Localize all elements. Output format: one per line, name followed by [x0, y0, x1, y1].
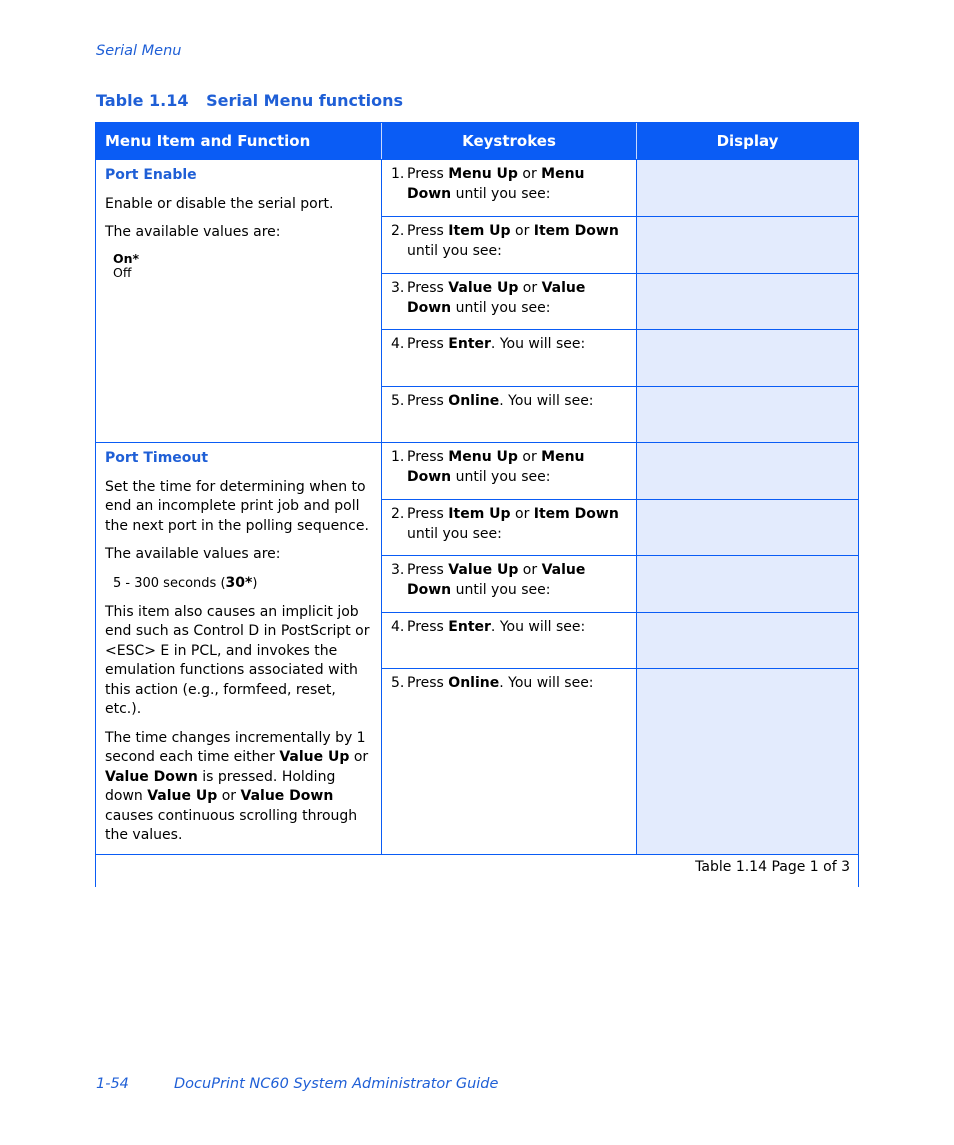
step-text: Press Item Up or Item Down until you see:: [407, 223, 619, 259]
values-intro: The available values are:: [105, 224, 281, 240]
steps-column: [382, 160, 859, 442]
step-text: Press Online. You will see:: [407, 675, 594, 691]
step-number: 2.: [391, 506, 405, 522]
keystroke-cell: [382, 443, 637, 499]
step-row: [382, 274, 859, 330]
step-number: 4.: [391, 336, 405, 352]
step-number: 5.: [391, 675, 405, 691]
step-text: Press Menu Up or Menu Down until you see:: [407, 166, 585, 202]
caption-title: Serial Menu functions: [206, 91, 404, 110]
step-number: 5.: [391, 393, 405, 409]
step-number: 1.: [391, 166, 405, 182]
display-cell: [637, 669, 859, 854]
table-caption: [96, 91, 403, 110]
step-text: Press Value Up or Value Down until you see:: [407, 280, 586, 316]
display-cell: [637, 613, 859, 668]
table-footer-row: [95, 855, 859, 887]
display-cell: [637, 443, 859, 499]
keystroke-cell: [382, 556, 637, 612]
step-text: Press Enter. You will see:: [407, 619, 586, 635]
keystroke-cell: [382, 217, 637, 273]
item-description: Enable or disable the serial port.: [105, 195, 334, 212]
item-scrolling-note: The time changes incrementally by 1 second each time either Value Up or Value Down is pressed. Holding down Value Up or Value Down causes continuous scrolling through the values.: [105, 729, 369, 843]
item-title: Port Enable: [105, 167, 197, 183]
step-text: Press Value Up or Value Down until you see:: [407, 562, 586, 598]
caption-number: Table 1.14: [96, 91, 189, 110]
display-cell: [637, 500, 859, 555]
steps-column: [382, 443, 859, 854]
section-port-enable: [95, 160, 859, 443]
step-row: [382, 387, 859, 442]
table-page-info: Table 1.14 Page 1 of 3: [695, 858, 850, 875]
step-row: [382, 613, 859, 669]
item-note: This item also causes an implicit job end such as Control D in PostScript or <ESC> E in PCL, and invokes the emulation functions associated with this action (e.g., formfeed, reset, etc.).: [105, 603, 370, 717]
values-list: [113, 252, 372, 280]
value-option: Off: [113, 264, 132, 280]
step-row: [382, 217, 859, 274]
keystroke-cell: [382, 613, 637, 668]
serial-menu-table: [95, 122, 859, 887]
step-row: [382, 160, 859, 217]
page-number: 1-54: [96, 1076, 129, 1092]
keystroke-cell: [382, 330, 637, 386]
running-header: Serial Menu: [96, 43, 182, 59]
step-text: Press Item Up or Item Down until you see:: [407, 506, 619, 542]
item-title: Port Timeout: [105, 450, 209, 466]
step-text: Press Enter. You will see:: [407, 336, 586, 352]
step-number: 2.: [391, 223, 405, 239]
step-text: Press Menu Up or Menu Down until you see:: [407, 449, 585, 485]
display-cell: [637, 387, 859, 442]
table-header-row: [95, 122, 859, 160]
display-cell: [637, 160, 859, 216]
step-number: 4.: [391, 619, 405, 635]
keystroke-cell: [382, 160, 637, 216]
step-number: 3.: [391, 562, 405, 578]
step-number: 1.: [391, 449, 405, 465]
header-display: Display: [716, 132, 779, 150]
menu-item-cell: [96, 443, 382, 854]
step-row: [382, 669, 859, 854]
menu-item-cell: [96, 160, 382, 442]
keystroke-cell: [382, 387, 637, 442]
step-row: [382, 330, 859, 387]
keystroke-cell: [382, 500, 637, 555]
display-cell: [637, 330, 859, 386]
keystroke-cell: [382, 274, 637, 329]
header-menu-item: Menu Item and Function: [96, 123, 382, 159]
item-description: Set the time for determining when to end an incomplete print job and poll the next port in the polling sequence.: [105, 478, 369, 534]
step-row: [382, 443, 859, 500]
header-keystrokes: Keystrokes: [382, 123, 637, 159]
document-title: DocuPrint NC60 System Administrator Guide: [174, 1076, 499, 1092]
step-row: [382, 500, 859, 556]
display-cell: [637, 556, 859, 612]
step-row: [382, 556, 859, 613]
page-footer: [96, 1076, 499, 1092]
display-cell: [637, 274, 859, 329]
keystroke-cell: [382, 669, 637, 854]
step-number: 3.: [391, 280, 405, 296]
values-range: 5 - 300 seconds (30*): [113, 574, 258, 591]
step-text: Press Online. You will see:: [407, 393, 594, 409]
value-default: On*: [113, 250, 140, 266]
display-cell: [637, 217, 859, 273]
values-intro: The available values are:: [105, 546, 281, 562]
section-port-timeout: [95, 443, 859, 855]
